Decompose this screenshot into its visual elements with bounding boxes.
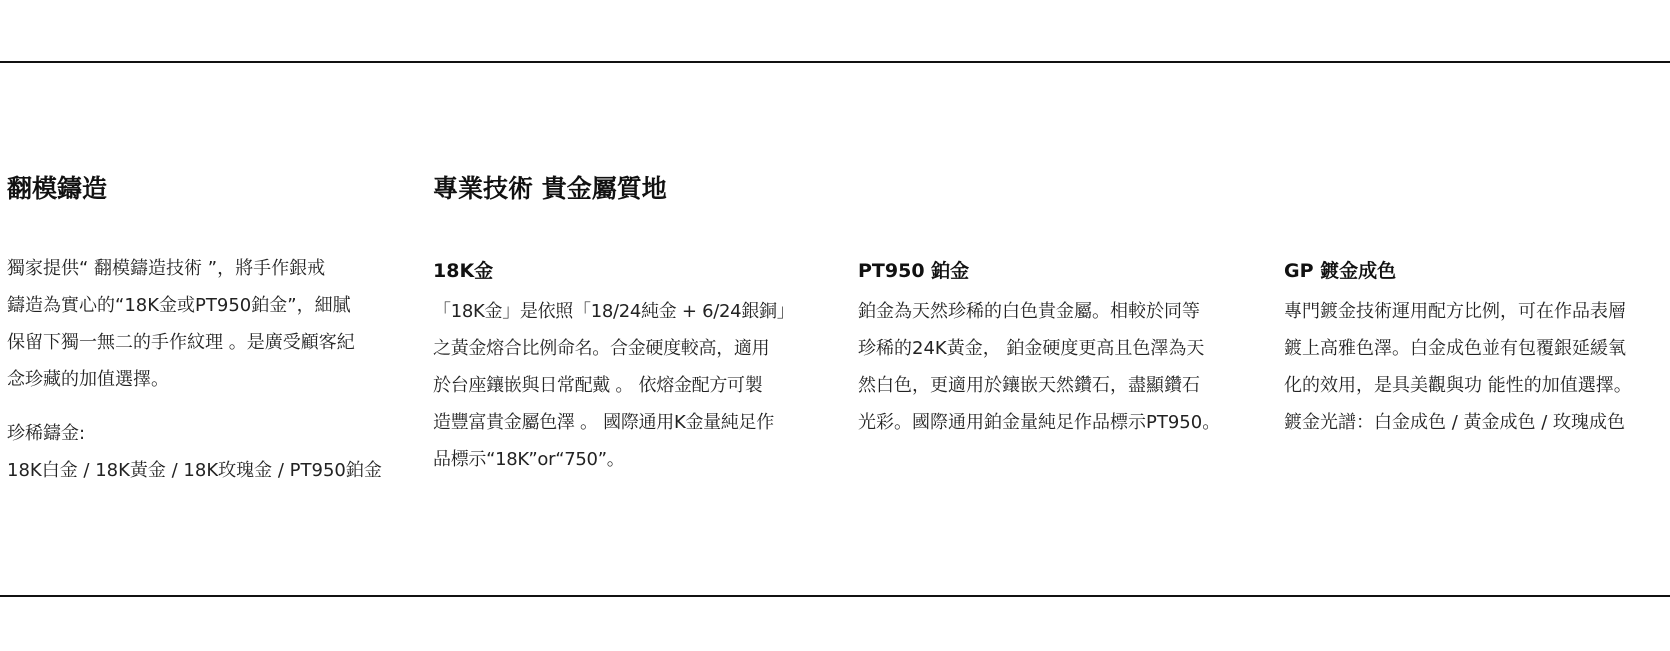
card-title: 18K金	[433, 260, 494, 282]
bottom-divider	[0, 595, 1670, 597]
card-body-line: 專門鍍金技術運用配方比例，可在作品表層	[1284, 301, 1626, 322]
card-body-line: 珍稀的24K黃金， 鉑金硬度更高且色澤為天	[858, 338, 1205, 359]
card-body-line: 鉑金為天然珍稀的白色貴金屬。相較於同等	[858, 301, 1200, 322]
card-title: GP 鍍金成色	[1284, 260, 1397, 282]
card-body-line: 品標示“18K”or“750”。	[433, 449, 625, 470]
casting-title: 翻模鑄造	[7, 174, 108, 203]
casting-intro-line: 獨家提供“ 翻模鑄造技術 ”，將手作銀戒	[7, 258, 326, 279]
card-body-line: 鍍上高雅色澤。白金成色並有包覆銀延緩氧	[1284, 338, 1626, 359]
casting-intro	[7, 250, 355, 398]
card-body	[433, 293, 794, 478]
card-body-line: 造豐富貴金屬色澤 。 國際通用K金量純足作	[433, 412, 774, 433]
card-body-line: 光彩。國際通用鉑金量純足作品標示PT950。	[858, 412, 1221, 433]
casting-intro-line: 念珍藏的加值選擇。	[7, 369, 169, 390]
casting-intro-line: 鑄造為實心的“18K金或PT950鉑金”，細膩	[7, 295, 351, 316]
card-body-line: 然白色，更適用於鑲嵌天然鑽石，盡顯鑽石	[858, 375, 1200, 396]
card-body-line: 鍍金光譜：白金成色 / 黃金成色 / 玫瑰成色	[1284, 412, 1626, 433]
card-title: PT950 鉑金	[858, 260, 970, 282]
card-body-line: 「18K金」是依照「18/24純金 + 6/24銀銅」	[433, 301, 795, 322]
card-body-line: 化的效用，是具美觀與功 能性的加值選擇。	[1284, 375, 1632, 396]
card-body-line: 於台座鑲嵌與日常配戴 。 依熔金配方可製	[433, 375, 763, 396]
rare-metals-label: 珍稀鑄金:	[7, 423, 86, 444]
rare-metals-list: 18K白金 / 18K黃金 / 18K玫瑰金 / PT950鉑金	[7, 460, 382, 481]
top-divider	[0, 61, 1670, 63]
card-body	[858, 293, 1220, 441]
card-body-line: 之黃金熔合比例命名。合金硬度較高，適用	[433, 338, 770, 359]
card-body	[1284, 293, 1632, 441]
precious-metals-title: 專業技術 貴金屬質地	[433, 174, 667, 203]
casting-intro-line: 保留下獨一無二的手作紋理 。是廣受顧客紀	[7, 332, 355, 353]
